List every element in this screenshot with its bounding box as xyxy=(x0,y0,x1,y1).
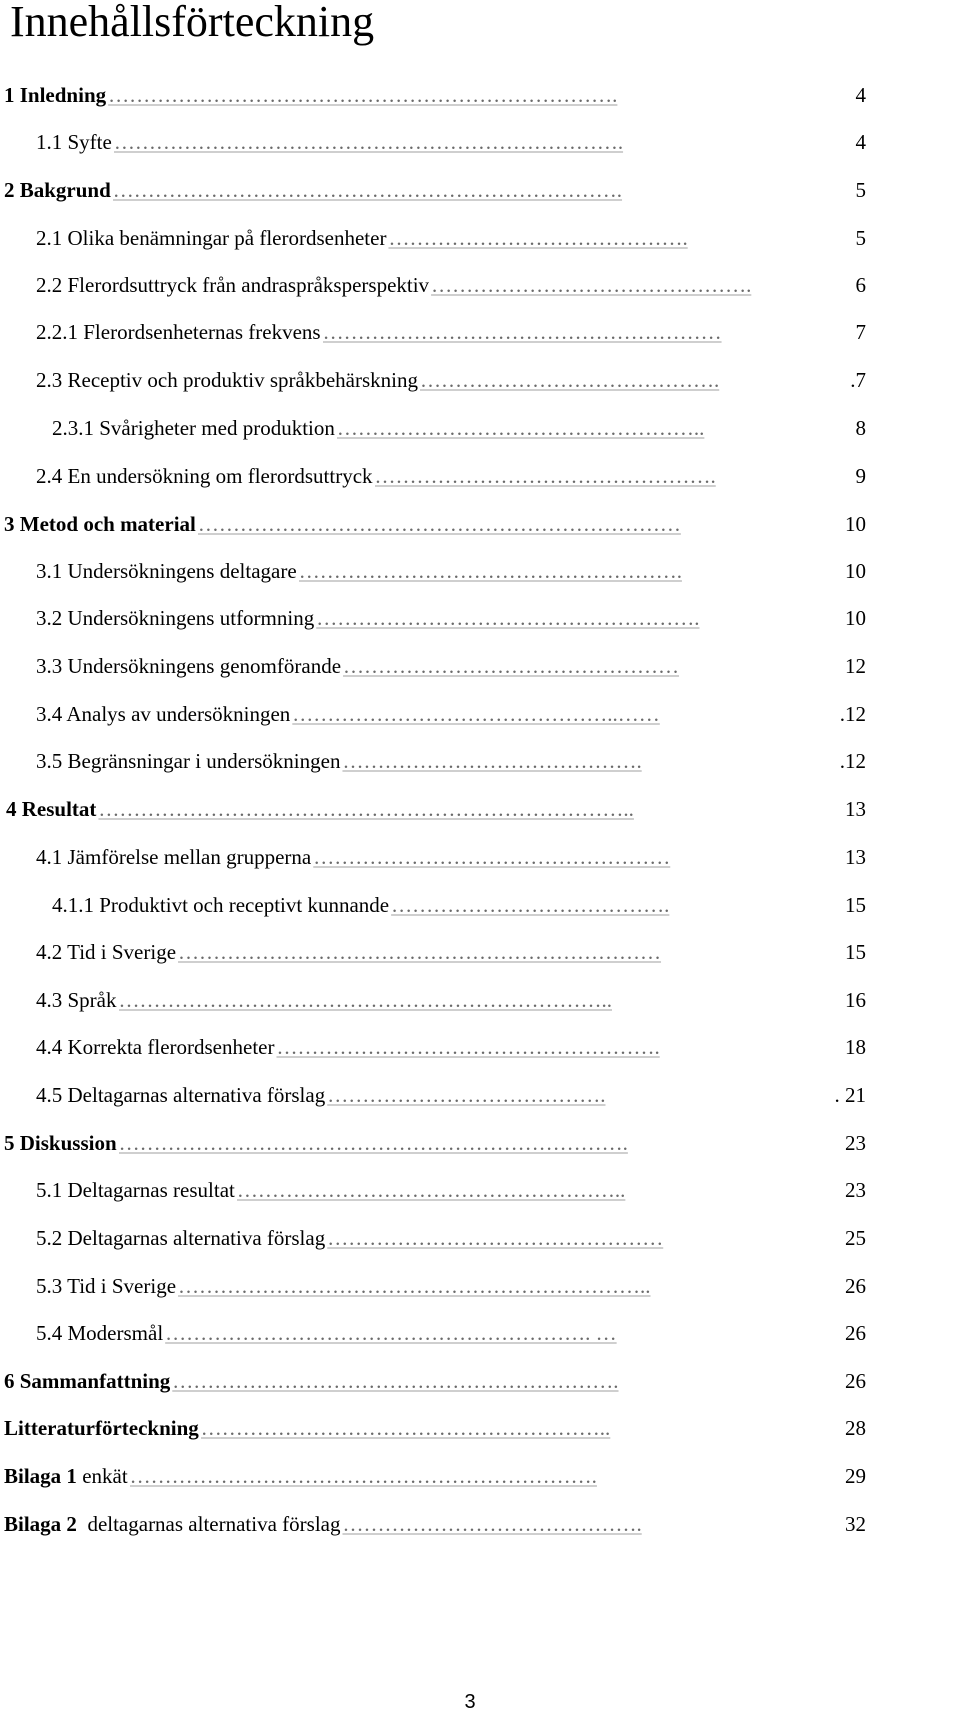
toc-entry-leader: ………………………………………………………………. xyxy=(108,83,618,107)
toc-entry-leader: ………………………………………………….. xyxy=(200,1416,611,1440)
toc-entry[interactable] xyxy=(36,698,866,730)
toc-entry-label: 2.2.1 Flerordsenheternas frekvens xyxy=(36,320,321,344)
toc-entry-label-suffix: deltagarnas alternativa förslag xyxy=(76,1512,341,1536)
toc-entry-label: 4.1 Jämförelse mellan grupperna xyxy=(36,845,312,869)
toc-entry-page: 12 xyxy=(845,654,866,678)
toc-entry-leader: ………………………………………………………………. xyxy=(112,178,623,202)
toc-entry-page: 6 xyxy=(855,273,866,297)
toc-entry-label: 6 Sammanfattning xyxy=(4,1369,171,1393)
toc-entry-leader: …………………………………………………………… xyxy=(197,512,681,536)
toc-entry-page: 9 xyxy=(855,464,866,488)
toc-entry-label: Bilaga 1 xyxy=(4,1464,77,1488)
toc-entry[interactable] xyxy=(4,1460,866,1492)
toc-entry-page: 13 xyxy=(845,845,866,869)
toc-entry-label: 3.2 Undersökningens utformning xyxy=(36,606,315,630)
toc-entry[interactable] xyxy=(36,650,866,682)
toc-entry-page: .7 xyxy=(850,368,866,392)
toc-entry[interactable] xyxy=(4,79,866,111)
toc-entry-label: 2.3 Receptiv och produktiv språkbehärskning xyxy=(36,368,418,392)
toc-entry-page: 7 xyxy=(855,320,866,344)
toc-entry[interactable] xyxy=(4,1365,866,1397)
toc-entry-page: 26 xyxy=(845,1321,866,1345)
toc-entry-label: 2.3.1 Svårigheter med produktion xyxy=(52,416,335,440)
toc-entry-leader: …………………………………………. xyxy=(374,464,716,488)
toc-entry-label: 5 Diskussion xyxy=(4,1131,117,1155)
toc-entry[interactable] xyxy=(36,222,866,254)
toc-entry-page: 13 xyxy=(845,797,866,821)
toc-entry-leader: ……………………………………………….. xyxy=(236,1178,626,1202)
toc-entry-page: 15 xyxy=(845,940,866,964)
toc-entry[interactable] xyxy=(36,1222,866,1254)
toc-entry-label: 1.1 Syfte xyxy=(36,130,112,154)
toc-entry-label: 2.1 Olika benämningar på flerordsenheter xyxy=(36,226,387,250)
toc-entry-leader: ………………………………………… xyxy=(327,1226,664,1250)
toc-entry-label: 2.2 Flerordsuttryck från andraspråksperspektiv xyxy=(36,273,430,297)
toc-entry[interactable] xyxy=(6,793,866,825)
toc-entry-leader: …………………………………. xyxy=(327,1083,606,1107)
toc-entry[interactable] xyxy=(4,174,866,206)
toc-entry-leader: ………………………………………………………………. xyxy=(113,130,624,154)
toc-entry-label: 4.4 Korrekta flerordsenheter xyxy=(36,1035,275,1059)
toc-entry-page: 16 xyxy=(845,988,866,1012)
toc-entry[interactable] xyxy=(36,555,866,587)
toc-entry-leader: ……………………………………………………. … xyxy=(165,1321,617,1345)
toc-entry[interactable] xyxy=(36,316,866,348)
toc-entry[interactable] xyxy=(36,1079,866,1111)
page-title: Innehållsförteckning xyxy=(10,0,375,46)
toc-entry-page: 4 xyxy=(855,130,866,154)
toc-entry-leader: …………………………………………….. xyxy=(336,416,705,440)
toc-entry[interactable] xyxy=(36,364,866,396)
toc-entry-page: .12 xyxy=(839,749,866,773)
toc-entry[interactable] xyxy=(4,1508,866,1540)
toc-entry-page: 10 xyxy=(845,559,866,583)
toc-entry-leader: …………………………………………………………… xyxy=(178,940,662,964)
toc-entry[interactable] xyxy=(36,269,866,301)
toc-entry-page: 10 xyxy=(845,606,866,630)
toc-entry[interactable] xyxy=(36,1031,866,1063)
toc-entry-page: 4 xyxy=(855,83,866,107)
toc-entry-page: 25 xyxy=(845,1226,866,1250)
toc-entry[interactable] xyxy=(36,602,866,634)
toc-entry-page: 10 xyxy=(845,512,866,536)
toc-entry-leader: ……………………………………. xyxy=(342,749,642,773)
toc-entry[interactable] xyxy=(36,460,866,492)
toc-entry-page: .12 xyxy=(839,702,866,726)
toc-entry-leader: ………………………………………………. xyxy=(298,559,682,583)
toc-entry-leader: ………………………………………………… xyxy=(322,320,722,344)
toc-entry-label: 4.3 Språk xyxy=(36,988,117,1012)
toc-entry[interactable] xyxy=(36,1270,866,1302)
toc-entry-page: 29 xyxy=(845,1464,866,1488)
toc-entry-leader: …………………………………………………………. xyxy=(129,1464,597,1488)
toc-entry-label: 3.5 Begränsningar i undersökningen xyxy=(36,749,341,773)
toc-entry-label: 4.5 Deltagarnas alternativa förslag xyxy=(36,1083,326,1107)
toc-entry-page: . 21 xyxy=(834,1083,866,1107)
toc-entry-label: 5.4 Modersmål xyxy=(36,1321,164,1345)
toc-entry-page: 26 xyxy=(845,1274,866,1298)
toc-entry-leader: …………………………………………… xyxy=(313,845,671,869)
toc-entry-page: 23 xyxy=(845,1178,866,1202)
toc-entry[interactable] xyxy=(36,126,866,158)
toc-entry-label: 5.1 Deltagarnas resultat xyxy=(36,1178,235,1202)
toc-entry-leader: …………………………………. xyxy=(391,893,670,917)
toc-entry-page: 8 xyxy=(855,416,866,440)
page-number: 3 xyxy=(464,1691,476,1713)
toc-entry-label-suffix: enkät xyxy=(76,1464,128,1488)
toc-entry-page: 32 xyxy=(845,1512,866,1536)
toc-entry-leader: ……………………………………. xyxy=(420,368,720,392)
toc-entry[interactable] xyxy=(52,412,866,444)
toc-entry-label: 5.2 Deltagarnas alternativa förslag xyxy=(36,1226,326,1250)
toc-entry-label: 3.3 Undersökningens genomförande xyxy=(36,654,342,678)
toc-entry-page: 28 xyxy=(845,1416,866,1440)
toc-entry-label: 4.2 Tid i Sverige xyxy=(36,940,177,964)
toc-entry-page: 18 xyxy=(845,1035,866,1059)
toc-entry-label: 5.3 Tid i Sverige xyxy=(36,1274,177,1298)
toc-entry-label: Litteraturförteckning xyxy=(4,1416,199,1440)
toc-entry[interactable] xyxy=(36,1317,866,1349)
toc-entry-page: 5 xyxy=(855,178,866,202)
toc-entry[interactable] xyxy=(36,745,866,777)
toc-entry-leader: ………………………………………………. xyxy=(276,1035,660,1059)
toc-entry[interactable] xyxy=(4,1412,866,1444)
toc-entry-leader: ………………………………………. xyxy=(431,273,752,297)
toc-entry-label: 3.4 Analys av undersökningen xyxy=(36,702,291,726)
toc-entry-label: 2.4 En undersökning om flerordsuttryck xyxy=(36,464,373,488)
toc-entry[interactable] xyxy=(36,1174,866,1206)
toc-entry-leader: ……………………………………. xyxy=(342,1512,642,1536)
toc-entry-leader: …………………………………………………………….. xyxy=(118,988,612,1012)
toc-entry-label: 4 Resultat xyxy=(6,797,97,821)
toc-entry[interactable] xyxy=(52,889,866,921)
toc-entry[interactable] xyxy=(36,841,866,873)
toc-entry[interactable] xyxy=(36,984,866,1016)
toc-entry-page: 26 xyxy=(845,1369,866,1393)
toc-entry-label: 1 Inledning xyxy=(4,83,107,107)
toc-entry[interactable] xyxy=(36,936,866,968)
toc-entry-page: 23 xyxy=(845,1131,866,1155)
toc-entry-leader: ………………………………………………………………….. xyxy=(98,797,634,821)
toc-entry-label: 2 Bakgrund xyxy=(4,178,111,202)
toc-entry-leader: ………………………………………………………. xyxy=(172,1369,619,1393)
toc-entry-leader: ………………………………………… xyxy=(343,654,680,678)
toc-entry[interactable] xyxy=(4,508,866,540)
toc-entry-leader: ………………………………………………………………. xyxy=(118,1131,628,1155)
toc-entry-leader: ………………………………………………. xyxy=(316,606,700,630)
toc-entry-page: 15 xyxy=(845,893,866,917)
toc-entry[interactable] xyxy=(4,1127,866,1159)
toc-entry-leader: ……………………………………. xyxy=(388,226,688,250)
toc-entry-leader: ………………………………………..…… xyxy=(292,702,660,726)
toc-entry-label: 3 Metod och material xyxy=(4,512,196,536)
toc-entry-label: Bilaga 2 xyxy=(4,1512,77,1536)
toc-entry-label: 3.1 Undersökningens deltagare xyxy=(36,559,297,583)
toc-entry-page: 5 xyxy=(855,226,866,250)
toc-entry-label: 4.1.1 Produktivt och receptivt kunnande xyxy=(52,893,390,917)
toc-entry-leader: ………………………………………………………….. xyxy=(178,1274,651,1298)
